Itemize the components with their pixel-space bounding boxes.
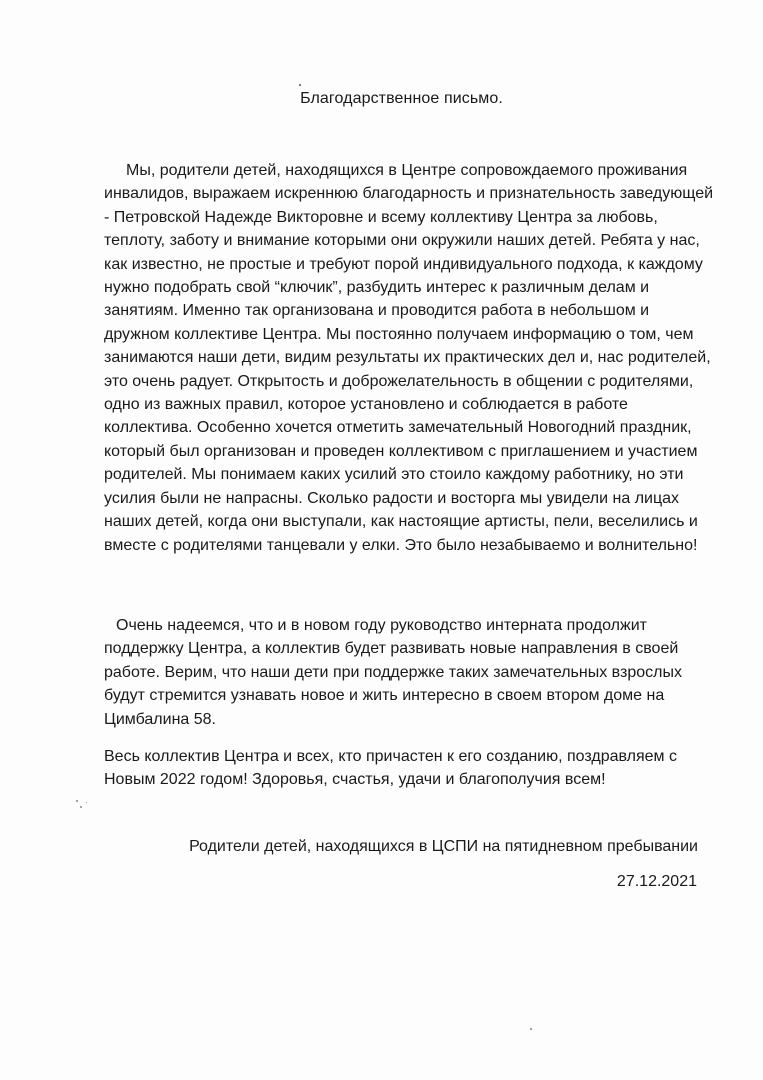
scan-speck xyxy=(80,806,82,808)
letter-date: 27.12.2021 xyxy=(616,873,697,890)
scan-speck xyxy=(76,800,78,802)
scan-speck xyxy=(530,1028,532,1030)
scan-speck xyxy=(86,802,87,803)
paragraph-hopes: Очень надеемся, что и в новом году руководство интерната продолжит поддержку Центра, а коллектив будет развивать новые направления в своей работе. Верим, что наши дети при поддержке таких замечательных взрослых будут стремится узнавать новое и жить интересно в своем втором доме на Цимбалина 58. xyxy=(104,617,682,728)
paragraph-gratitude: Мы, родители детей, находящихся в Центре сопровождаемого проживания инвалидов, выражаем искреннюю благодарность и признательность заведующей - Петровской Надежде Викторовне и всему коллективу Центра за любовь, теплоту, заботу и внимание которыми они окружили наших детей. Ребята у нас, как известно, не простые и требуют порой индивидуального подхода, к каждому нужно подобрать свой “ключик”, разбудить интерес к различным делам и занятиям. Именно так организована и проводится работа в небольшом и дружном коллективе Центра. Мы постоянно получаем информацию о том, чем занимаются наши дети, видим результаты их практических дел и, нас родителей, это очень радует. Открытость и доброжелательность в общении с родителями, одно из важных правил, которое установлено и соблюдается в работе коллектива. Особенно хочется отметить замечательный Новогодний праздник, который был организован и проведен коллективом с приглашением и участием родителей. Мы понимаем каких усилий это стоило каждому работнику, но эти усилия были не напрасны. Сколько радости и восторга мы увидели на лицах наших детей, когда они выступали, как настоящие артисты, пели, веселились и вместе с родителями танцевали у елки. Это было незабываемо и волнительно! xyxy=(104,162,714,554)
scan-dot xyxy=(299,84,301,86)
letter-title: Благодарственное письмо. xyxy=(300,90,503,107)
signature: Родители детей, находящихся в ЦСПИ на пятидневном пребывании xyxy=(189,838,698,855)
paragraph-new-year-wishes: Весь коллектив Центра и всех, кто причастен к его созданию, поздравляем с Новым 2022 годом! Здоровья, счастья, удачи и благополучия всем! xyxy=(104,748,677,789)
